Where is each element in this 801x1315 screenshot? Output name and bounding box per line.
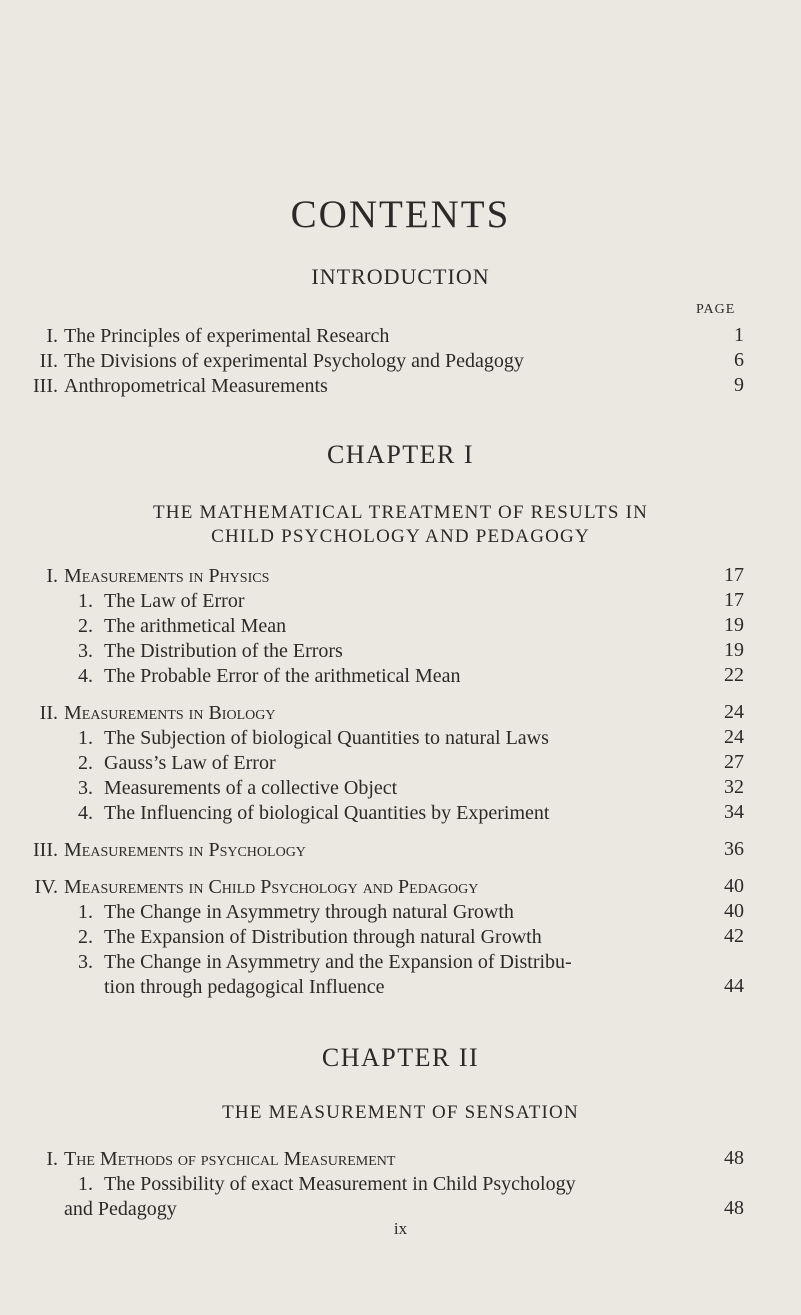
- chapter-2-label: CHAPTER II: [321, 1043, 480, 1072]
- item-number: 1.: [78, 901, 93, 923]
- item-title: The Law of Error: [104, 590, 245, 612]
- section-number: IV.: [34, 876, 58, 898]
- introduction-heading: INTRODUCTION: [311, 264, 490, 289]
- section-number: I.: [46, 1148, 58, 1170]
- item-page: 48: [724, 1197, 744, 1219]
- item-number: 2.: [78, 615, 93, 637]
- item-page: 42: [724, 925, 744, 947]
- item-title: The Probable Error of the arithmetical Mean: [104, 665, 461, 687]
- section-number: III.: [33, 839, 58, 861]
- item-title: The Possibility of exact Measurement in Child Psychology: [104, 1173, 576, 1195]
- item-number: 1.: [78, 727, 93, 749]
- item-page: 32: [724, 776, 744, 798]
- section-page: 40: [724, 875, 744, 897]
- item-title: Measurements of a collective Object: [104, 777, 398, 799]
- section-title: Measurements in Psychology: [64, 839, 306, 861]
- item-page: 27: [724, 751, 744, 773]
- chapter-1-title-line-2: CHILD PSYCHOLOGY AND PEDAGOGY: [211, 526, 590, 547]
- item-number: 2.: [78, 752, 93, 774]
- section-title: Measurements in Child Psychology and Pedagogy: [64, 876, 479, 898]
- item-page: 22: [724, 664, 744, 686]
- item-page: 19: [724, 614, 744, 636]
- chapter-2-title: THE MEASUREMENT OF SENSATION: [222, 1102, 579, 1123]
- item-title: The Influencing of biological Quantities by Experiment: [104, 802, 550, 824]
- item-title: The Distribution of the Errors: [104, 640, 343, 662]
- item-page: 19: [724, 639, 744, 661]
- contents-title: CONTENTS: [290, 193, 511, 236]
- entry-title: Anthropometrical Measurements: [64, 375, 328, 397]
- item-number: 4.: [78, 665, 93, 687]
- item-page: 24: [724, 726, 744, 748]
- entry-page: 9: [734, 374, 744, 396]
- item-number: 1.: [78, 1173, 93, 1195]
- item-number: 3.: [78, 640, 93, 662]
- section-page: 17: [724, 564, 744, 586]
- entry-title: The Principles of experimental Research: [64, 325, 390, 347]
- item-number: 3.: [78, 951, 93, 973]
- section-title: Measurements in Biology: [64, 702, 276, 724]
- item-number: 2.: [78, 926, 93, 948]
- entry-page: 1: [734, 324, 744, 346]
- section-number: I.: [46, 565, 58, 587]
- page-column-label: PAGE: [696, 302, 736, 317]
- page-folio: ix: [393, 1219, 408, 1238]
- entry-number: I.: [46, 325, 58, 347]
- item-title: The Subjection of biological Quantities to natural Laws: [104, 727, 549, 749]
- chapter-1-label: CHAPTER I: [326, 440, 475, 469]
- entry-title: The Divisions of experimental Psychology and Pedagogy: [64, 350, 524, 372]
- entry-number: II.: [39, 350, 58, 372]
- section-title: The Methods of psychical Measurement: [64, 1148, 396, 1170]
- item-title: The Expansion of Distribution through natural Growth: [104, 926, 542, 948]
- section-title: Measurements in Physics: [64, 565, 270, 587]
- section-page: 48: [724, 1147, 744, 1169]
- item-number: 3.: [78, 777, 93, 799]
- item-number: 1.: [78, 590, 93, 612]
- section-number: II.: [39, 702, 58, 724]
- item-page: 17: [724, 589, 744, 611]
- entry-page: 6: [734, 349, 744, 371]
- item-title: The arithmetical Mean: [104, 615, 287, 637]
- section-page: 24: [724, 701, 744, 723]
- item-title-continuation: tion through pedagogical Influence: [104, 976, 385, 998]
- item-title: The Change in Asymmetry and the Expansion of Distribu-: [104, 951, 572, 973]
- item-number: 4.: [78, 802, 93, 824]
- item-page: 34: [724, 801, 744, 823]
- item-page: 44: [724, 975, 744, 997]
- item-page: 40: [724, 900, 744, 922]
- item-title: The Change in Asymmetry through natural Growth: [104, 901, 514, 923]
- section-page: 36: [724, 838, 744, 860]
- entry-number: III.: [33, 375, 58, 397]
- chapter-1-title-line-1: THE MATHEMATICAL TREATMENT OF RESULTS IN: [152, 502, 649, 523]
- item-title-continuation: and Pedagogy: [64, 1198, 177, 1220]
- item-title: Gauss’s Law of Error: [104, 752, 276, 774]
